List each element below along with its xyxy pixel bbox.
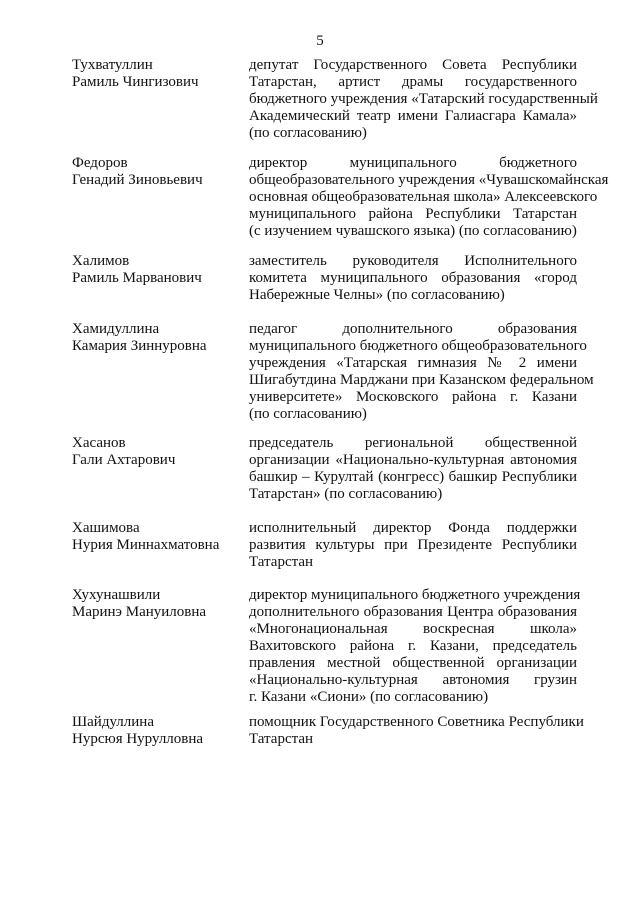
- position-line: заместитель руководителя Исполнительного: [249, 253, 577, 269]
- member-name: [72, 587, 242, 621]
- member-given-names: Камария Зиннуровна: [72, 338, 207, 354]
- member-surname: Халимов: [72, 253, 130, 269]
- position-line: директор муниципального бюджетного учреждения: [249, 587, 581, 603]
- position-line: университете» Московского района г. Казани: [249, 389, 577, 405]
- position-line: бюджетного учреждения «Татарский государственный: [249, 91, 598, 107]
- member-position: [249, 253, 577, 304]
- position-line: «Многонациональная воскресная школа»: [249, 621, 577, 637]
- member-given-names: Гали Ахтарович: [72, 452, 176, 468]
- position-line: педагог дополнительного образования: [249, 321, 577, 337]
- member-name: [72, 714, 242, 748]
- position-line: (по согласованию): [249, 125, 367, 141]
- position-line: Набережные Челны» (по согласованию): [249, 287, 505, 303]
- position-line: председатель региональной общественной: [249, 435, 577, 451]
- position-line: основная общеобразовательная школа» Алексеевского: [249, 189, 598, 205]
- member-surname: Хасанов: [72, 435, 126, 451]
- member-name: [72, 253, 242, 287]
- position-line: Академический театр имени Галиасгара Камала»: [249, 108, 577, 124]
- position-line: (по согласованию): [249, 406, 367, 422]
- member-surname: Хамидуллина: [72, 321, 160, 337]
- member-surname: Шайдуллина: [72, 714, 154, 730]
- position-line: учреждения «Татарская гимназия № 2 имени: [249, 355, 577, 371]
- position-line: организации «Национально-культурная автономия: [249, 452, 577, 468]
- position-line: помощник Государственного Советника Республики: [249, 714, 584, 730]
- member-position: [249, 57, 598, 142]
- member-given-names: Генадий Зиновьевич: [72, 172, 203, 188]
- position-line: муниципального бюджетного общеобразовательного: [249, 338, 587, 354]
- member-surname: Хашимова: [72, 520, 140, 536]
- position-line: депутат Государственного Совета Республики: [249, 57, 577, 73]
- member-given-names: Нурия Миннахматовна: [72, 537, 220, 553]
- member-position: [249, 520, 577, 571]
- position-line: комитета муниципального образования «город: [249, 270, 577, 286]
- member-surname: Федоров: [72, 155, 128, 171]
- member-given-names: Маринэ Мануиловна: [72, 604, 207, 620]
- position-line: общеобразовательного учреждения «Чувашскомайнская: [249, 172, 609, 188]
- position-line: Вахитовского района г. Казани, председатель: [249, 638, 577, 654]
- member-position: [249, 155, 609, 240]
- position-line: развития культуры при Президенте Республики: [249, 537, 577, 553]
- position-line: дополнительного образования Центра образования: [249, 604, 577, 620]
- position-line: исполнительный директор Фонда поддержки: [249, 520, 577, 536]
- member-position: [249, 435, 577, 503]
- member-surname: Тухватуллин: [72, 57, 153, 73]
- position-line: «Национально-культурная автономия грузин: [249, 672, 577, 688]
- member-name: [72, 321, 242, 355]
- position-line: Шигабутдина Марджани при Казанском федеральном: [249, 372, 594, 388]
- member-given-names: Нурсюя Нурулловна: [72, 731, 204, 747]
- member-position: [249, 714, 584, 748]
- position-line: Татарстан, артист драмы государственного: [249, 74, 577, 90]
- member-position: [249, 587, 581, 706]
- position-line: муниципального района Республики Татарстан: [249, 206, 577, 222]
- member-surname: Хухунашвили: [72, 587, 161, 603]
- position-line: директор муниципального бюджетного: [249, 155, 577, 171]
- member-name: [72, 520, 242, 554]
- position-line: правления местной общественной организации: [249, 655, 577, 671]
- member-name: [72, 155, 242, 189]
- position-line: Татарстан: [249, 554, 314, 570]
- position-line: Татарстан: [249, 731, 314, 747]
- position-line: г. Казани «Сиони» (по согласованию): [249, 689, 489, 705]
- member-position: [249, 321, 594, 423]
- position-line: (с изучением чувашского языка) (по согласованию): [249, 223, 577, 239]
- page-number: 5: [316, 33, 324, 49]
- position-line: Татарстан» (по согласованию): [249, 486, 443, 502]
- member-given-names: Рамиль Марванович: [72, 270, 202, 286]
- member-name: [72, 57, 242, 91]
- position-line: башкир – Курултай (конгресс) башкир Республики: [249, 469, 577, 485]
- member-name: [72, 435, 242, 469]
- member-given-names: Рамиль Чингизович: [72, 74, 199, 90]
